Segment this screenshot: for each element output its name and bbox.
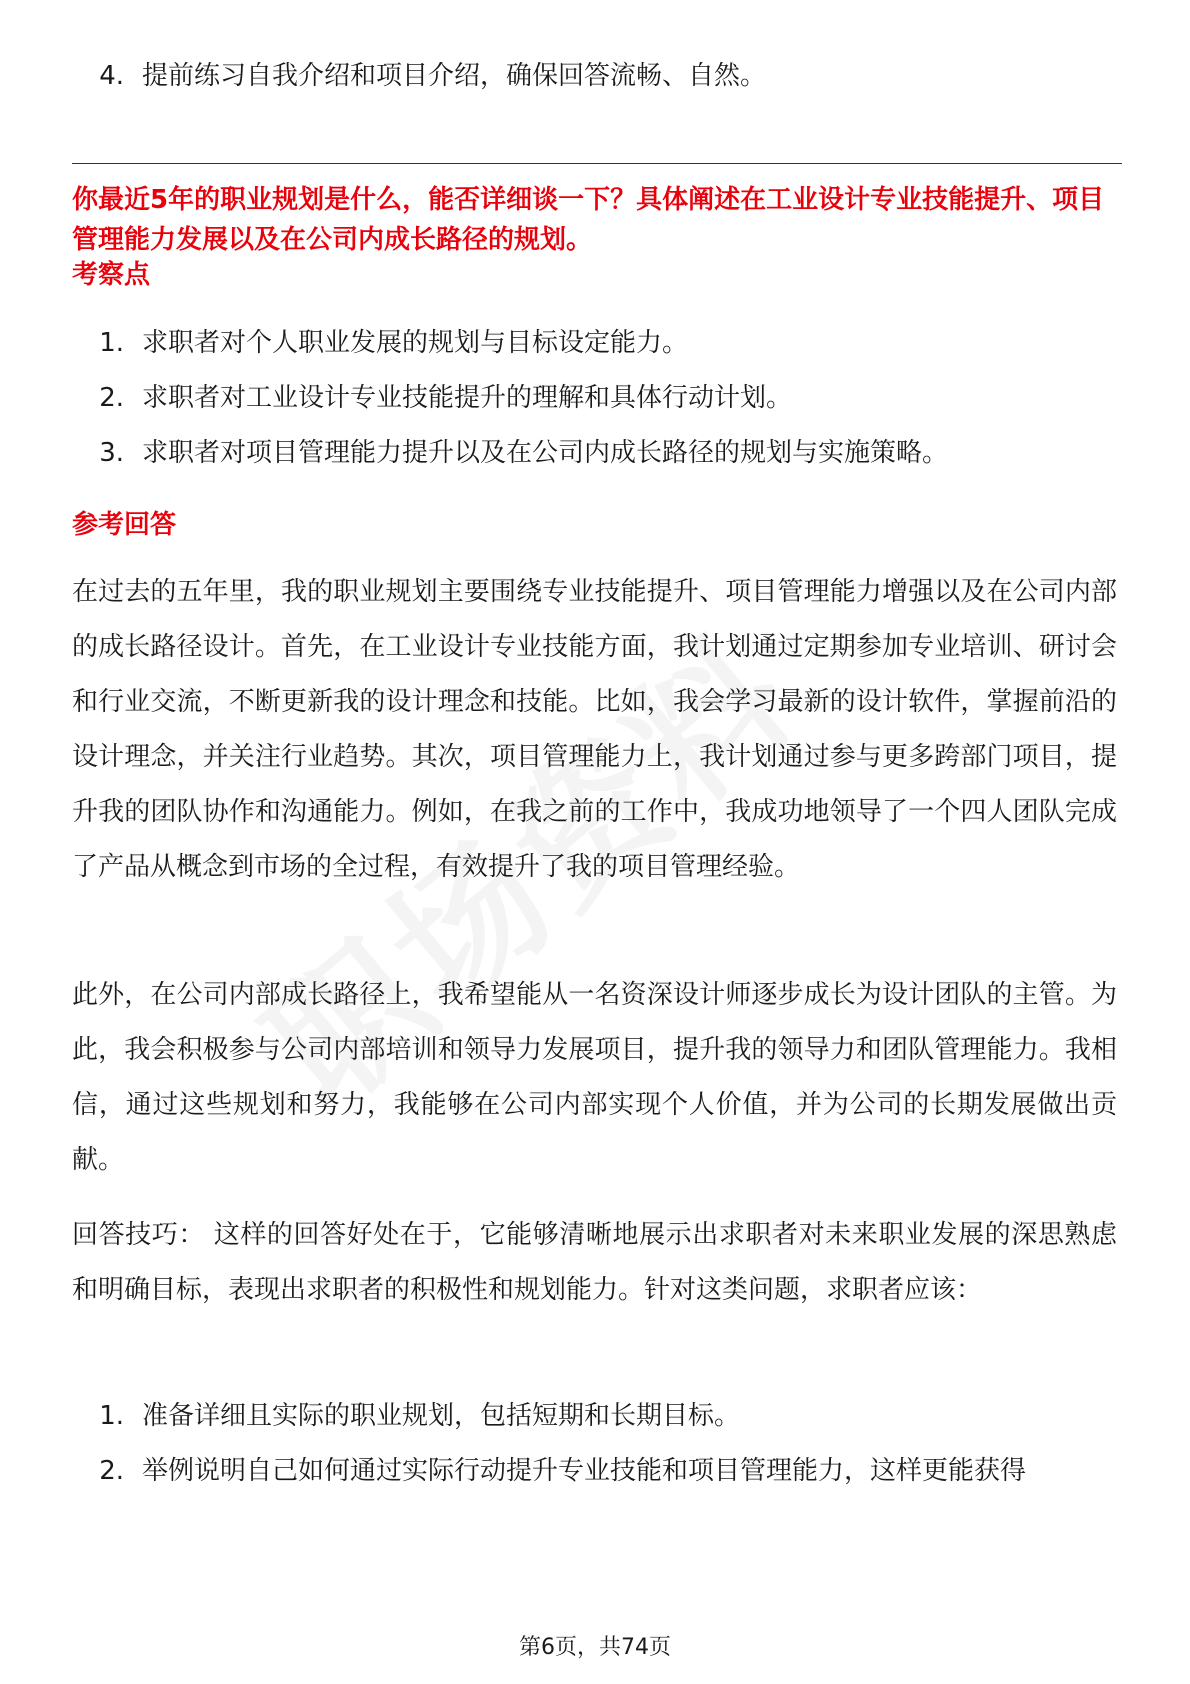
- list-item: [72, 1395, 1122, 1437]
- list-item: [72, 55, 1122, 97]
- answer-paragraph: 此外，在公司内部成长路径上，我希望能从一名资深设计师逐步成长为设计团队的主管。为此，我会积极参与公司内部培训和领导力发展项目，提升我的领导力和团队管理能力。我相信，通过这些规划和努力，我能够在公司内部实现个人价值，并为公司的长期发展做出贡献。: [72, 980, 1117, 1175]
- answer-paragraph: 在过去的五年里，我的职业规划主要围绕专业技能提升、项目管理能力增强以及在公司内部的成长路径设计。首先，在工业设计专业技能方面，我计划通过定期参加专业培训、研讨会和行业交流，不断更新我的设计理念和技能。比如，我会学习最新的设计软件，掌握前沿的设计理念，并关注行业趋势。其次，项目管理能力上，我计划通过参与更多跨部门项目，提升我的团队协作和沟通能力。例如，在我之前的工作中，我成功地领导了一个四人团队完成了产品从概念到市场的全过程，有效提升了我的项目管理经验。: [72, 577, 1117, 882]
- list-number: 4.: [99, 61, 124, 91]
- list-text: 举例说明自己如何通过实际行动提升专业技能和项目管理能力，这样更能获得: [142, 1456, 1027, 1486]
- section-divider: [72, 163, 1122, 164]
- question-heading: 你最近5年的职业规划是什么，能否详细谈一下？具体阐述在工业设计专业技能提升、项目管理能力发展以及在公司内成长路径的规划。: [72, 185, 1105, 255]
- list-item: [72, 432, 1122, 474]
- list-text: 求职者对项目管理能力提升以及在公司内成长路径的规划与实施策略。: [142, 438, 949, 468]
- list-text: 提前练习自我介绍和项目介绍，确保回答流畅、自然。: [142, 61, 767, 91]
- list-number: 2.: [99, 383, 124, 413]
- page-footer: 第6页，共74页: [519, 1635, 671, 1660]
- list-text: 准备详细且实际的职业规划，包括短期和长期目标。: [142, 1401, 741, 1431]
- tips-paragraph: 回答技巧： 这样的回答好处在于，它能够清晰地展示出求职者对未来职业发展的深思熟虑和明确目标，表现出求职者的积极性和规划能力。针对这类问题，求职者应该：: [72, 1220, 1117, 1305]
- list-number: 3.: [99, 438, 124, 468]
- list-item: [72, 377, 1122, 419]
- list-item: [72, 322, 1122, 364]
- list-item: [72, 1450, 1122, 1492]
- list-number: 1.: [99, 328, 124, 358]
- list-number: 1.: [99, 1401, 124, 1431]
- list-text: 求职者对工业设计专业技能提升的理解和具体行动计划。: [142, 383, 793, 413]
- section-heading-cankao: 参考回答: [72, 510, 177, 540]
- section-heading-kaochadian: 考察点: [72, 260, 151, 290]
- list-text: 求职者对个人职业发展的规划与目标设定能力。: [142, 328, 689, 358]
- list-number: 2.: [99, 1456, 124, 1486]
